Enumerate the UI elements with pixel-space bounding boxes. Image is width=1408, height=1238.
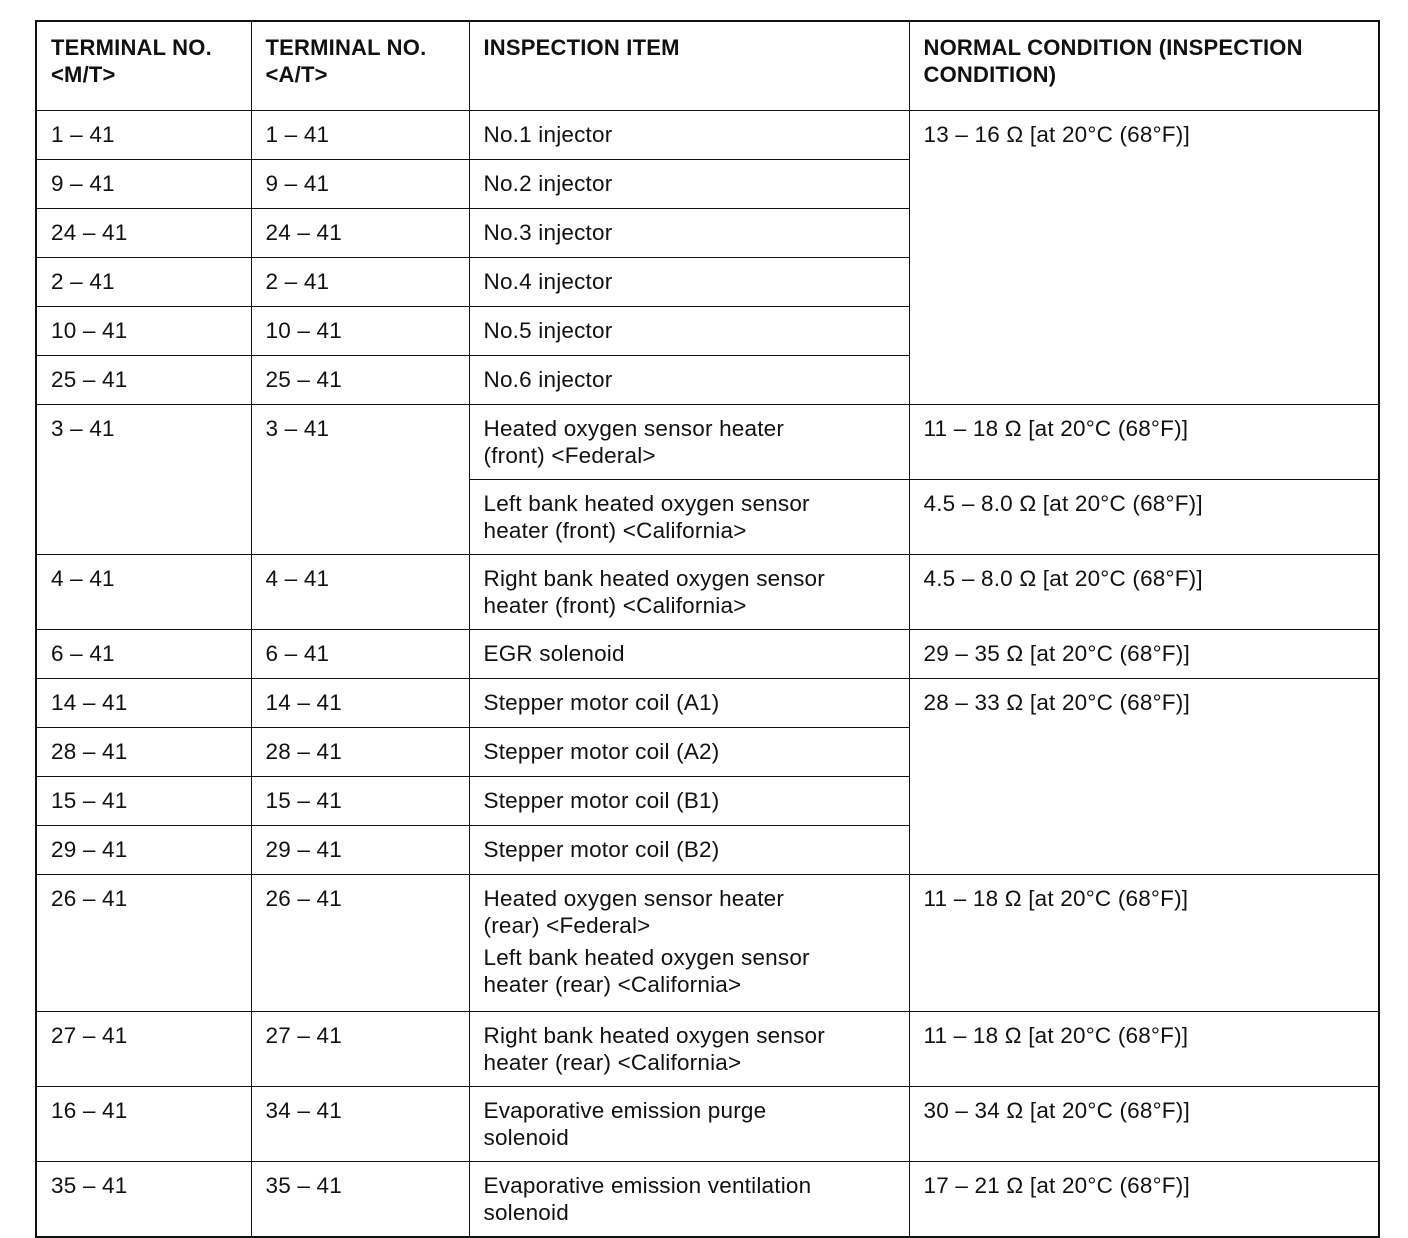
terminal-at-cell: 25 – 41 xyxy=(251,356,469,405)
inspection-item-cell: No.3 injector xyxy=(469,209,909,258)
header-terminal-mt: TERMINAL NO. <M/T> xyxy=(36,21,251,111)
terminal-at-cell: 3 – 41 xyxy=(251,405,469,555)
terminal-at-cell: 24 – 41 xyxy=(251,209,469,258)
inspection-item-cell: Heated oxygen sensor heater (front) <Federal> xyxy=(469,405,909,480)
inspection-item-cell: Stepper motor coil (A1) xyxy=(469,679,909,728)
header-terminal-at: TERMINAL NO. <A/T> xyxy=(251,21,469,111)
normal-condition-cell: 30 – 34 Ω [at 20°C (68°F)] xyxy=(909,1087,1379,1162)
terminal-mt-cell: 26 – 41 xyxy=(36,875,251,1012)
terminal-mt-cell: 1 – 41 xyxy=(36,111,251,160)
terminal-mt-cell: 25 – 41 xyxy=(36,356,251,405)
normal-condition-cell: 11 – 18 Ω [at 20°C (68°F)] xyxy=(909,405,1379,480)
inspection-item-cell: Stepper motor coil (B1) xyxy=(469,777,909,826)
inspection-item-cell: Right bank heated oxygen sensor heater (rear) <California> xyxy=(469,1012,909,1087)
terminal-at-cell: 27 – 41 xyxy=(251,1012,469,1087)
terminal-at-cell: 10 – 41 xyxy=(251,307,469,356)
terminal-at-cell: 9 – 41 xyxy=(251,160,469,209)
terminal-mt-cell: 29 – 41 xyxy=(36,826,251,875)
terminal-at-cell: 4 – 41 xyxy=(251,555,469,630)
terminal-mt-cell: 3 – 41 xyxy=(36,405,251,555)
header-normal-condition: NORMAL CONDITION (INSPECTION CONDITION) xyxy=(909,21,1379,111)
inspection-item-cell: Right bank heated oxygen sensor heater (front) <California> xyxy=(469,555,909,630)
inspection-item-cell: No.2 injector xyxy=(469,160,909,209)
terminal-mt-cell: 14 – 41 xyxy=(36,679,251,728)
inspection-item-cell: Stepper motor coil (A2) xyxy=(469,728,909,777)
terminal-at-cell: 26 – 41 xyxy=(251,875,469,1012)
table-row xyxy=(36,679,1379,728)
inspection-item-california: Left bank heated oxygen sensor heater (rear) <California> xyxy=(483,945,810,997)
table-row xyxy=(36,1012,1379,1087)
table-row xyxy=(36,111,1379,160)
terminal-mt-cell: 16 – 41 xyxy=(36,1087,251,1162)
inspection-item-cell: No.1 injector xyxy=(469,111,909,160)
table-row xyxy=(36,630,1379,679)
terminal-at-cell: 29 – 41 xyxy=(251,826,469,875)
inspection-item-cell: EGR solenoid xyxy=(469,630,909,679)
inspection-item-cell: Stepper motor coil (B2) xyxy=(469,826,909,875)
inspection-item-cell xyxy=(469,875,909,1012)
normal-condition-cell: 17 – 21 Ω [at 20°C (68°F)] xyxy=(909,1162,1379,1238)
terminal-at-cell: 35 – 41 xyxy=(251,1162,469,1238)
inspection-table xyxy=(35,20,1380,1238)
terminal-mt-cell: 4 – 41 xyxy=(36,555,251,630)
terminal-at-cell: 15 – 41 xyxy=(251,777,469,826)
terminal-at-cell: 34 – 41 xyxy=(251,1087,469,1162)
normal-condition-cell: 11 – 18 Ω [at 20°C (68°F)] xyxy=(909,1012,1379,1087)
terminal-mt-cell: 15 – 41 xyxy=(36,777,251,826)
normal-condition-cell: 4.5 – 8.0 Ω [at 20°C (68°F)] xyxy=(909,555,1379,630)
inspection-item-cell: Left bank heated oxygen sensor heater (front) <California> xyxy=(469,480,909,555)
terminal-mt-cell: 27 – 41 xyxy=(36,1012,251,1087)
table-row xyxy=(36,405,1379,480)
terminal-mt-cell: 24 – 41 xyxy=(36,209,251,258)
terminal-at-cell: 28 – 41 xyxy=(251,728,469,777)
normal-condition-cell: 13 – 16 Ω [at 20°C (68°F)] xyxy=(909,111,1379,405)
terminal-at-cell: 2 – 41 xyxy=(251,258,469,307)
terminal-mt-cell: 6 – 41 xyxy=(36,630,251,679)
terminal-mt-cell: 9 – 41 xyxy=(36,160,251,209)
table-row xyxy=(36,875,1379,1012)
header-inspection-item: INSPECTION ITEM xyxy=(469,21,909,111)
inspection-item-cell: No.6 injector xyxy=(469,356,909,405)
terminal-mt-cell: 2 – 41 xyxy=(36,258,251,307)
inspection-item-cell: Evaporative emission purge solenoid xyxy=(469,1087,909,1162)
table-row xyxy=(36,555,1379,630)
terminal-mt-cell: 28 – 41 xyxy=(36,728,251,777)
normal-condition-cell: 28 – 33 Ω [at 20°C (68°F)] xyxy=(909,679,1379,875)
header-row xyxy=(36,21,1379,111)
inspection-item-cell: No.4 injector xyxy=(469,258,909,307)
normal-condition-cell: 11 – 18 Ω [at 20°C (68°F)] xyxy=(909,875,1379,1012)
table-row xyxy=(36,1087,1379,1162)
terminal-at-cell: 14 – 41 xyxy=(251,679,469,728)
terminal-at-cell: 1 – 41 xyxy=(251,111,469,160)
terminal-mt-cell: 35 – 41 xyxy=(36,1162,251,1238)
normal-condition-cell: 29 – 35 Ω [at 20°C (68°F)] xyxy=(909,630,1379,679)
terminal-mt-cell: 10 – 41 xyxy=(36,307,251,356)
terminal-at-cell: 6 – 41 xyxy=(251,630,469,679)
inspection-item-cell: Evaporative emission ventilation solenoid xyxy=(469,1162,909,1238)
normal-condition-cell: 4.5 – 8.0 Ω [at 20°C (68°F)] xyxy=(909,480,1379,555)
inspection-item-cell: No.5 injector xyxy=(469,307,909,356)
inspection-item-federal: Heated oxygen sensor heater (rear) <Federal> xyxy=(483,886,785,938)
